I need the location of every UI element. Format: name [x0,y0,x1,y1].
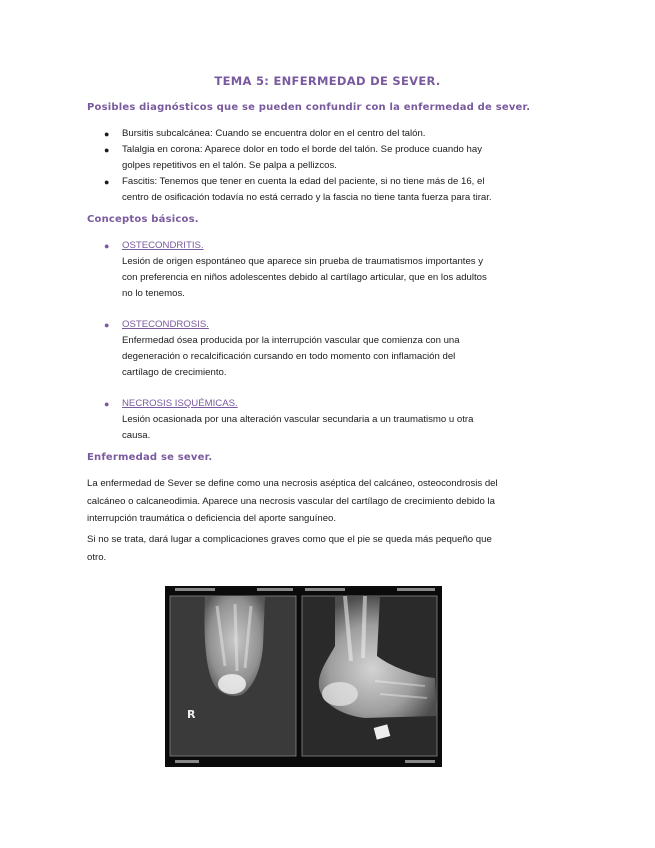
document-title: TEMA 5: ENFERMEDAD DE SEVER. [214,74,441,88]
concept-ostecondritis [104,238,524,302]
xray-side-marker: R [187,708,196,721]
concept-body-line: Lesión de origen espontáneo que aparece sin prueba de traumatismos importantes y [122,256,484,267]
bullet-icon: ● [104,177,110,187]
bullet-icon: ● [104,129,110,139]
list-item: ● Fascitis: Tenemos que tener en cuenta la edad del paciente, si no tiene más de 16, el [104,174,492,190]
paragraph-definition: La enfermedad de Sever se define como una necrosis aséptica del calcáneo, osteocondrosis del calcáneo o calcaneodimia. Aparece una necrosis vascular del cartílago de crecimiento debido la interrupción traumática o deficiencia del aporte sanguíneo. [87,478,498,524]
concept-body-line: causa. [122,430,151,441]
concept-body-line: Enfermedad ósea producida por la interrupción vascular que comienza con una [122,335,460,346]
section-heading-diagnosticos: Posibles diagnósticos que se pueden confundir con la enfermedad de sever. [87,102,531,113]
section-heading-conceptos: Conceptos básicos. [87,214,199,225]
bullet-icon: ● [104,320,110,330]
list-item: ● Bursitis subcalcánea: Cuando se encuentra dolor en el centro del talón. [104,126,492,142]
concept-body-line: cartílago de crecimiento. [122,367,227,378]
concept-ostecondrosis [104,317,524,381]
bullet-icon: ● [104,145,110,155]
section-heading-enfermedad: Enfermedad se sever. [87,452,213,463]
list-item-continuation: golpes repetitivos en el talón. Se palpa a pellizcos. [122,160,337,171]
concept-title: OSTECONDRITIS. [122,240,204,251]
paragraph-complications: Si no se trata, dará lugar a complicaciones graves como que el pie se queda más pequeño que otro. [87,534,492,563]
list-item-continuation: centro de osificación todavía no está cerrado y la fascia no tiene tanta fuerza para tirar. [122,192,492,203]
concept-body-line: con preferencia en niños adolescentes debido al cartílago articular, que en los adultos [122,272,487,283]
diagnosis-list [104,126,492,206]
concept-title: NECROSIS ISQUÉMICAS. [122,398,238,409]
concept-necrosis-isquemicas [104,396,524,444]
bullet-icon: ● [104,241,110,251]
list-item: ● Talalgia en corona: Aparece dolor en todo el borde del talón. Se produce cuando hay [104,142,492,158]
concept-body-line: Lesión ocasionada por una alteración vascular secundaria a un traumatismo u otra [122,414,474,425]
concept-body-line: no lo tenemos. [122,288,185,299]
concept-body-line: degeneración o recalcificación cursando en todo momento con inflamación del [122,351,456,362]
concept-title: OSTECONDROSIS. [122,319,209,330]
bullet-icon: ● [104,399,110,409]
xray-image [165,586,442,767]
